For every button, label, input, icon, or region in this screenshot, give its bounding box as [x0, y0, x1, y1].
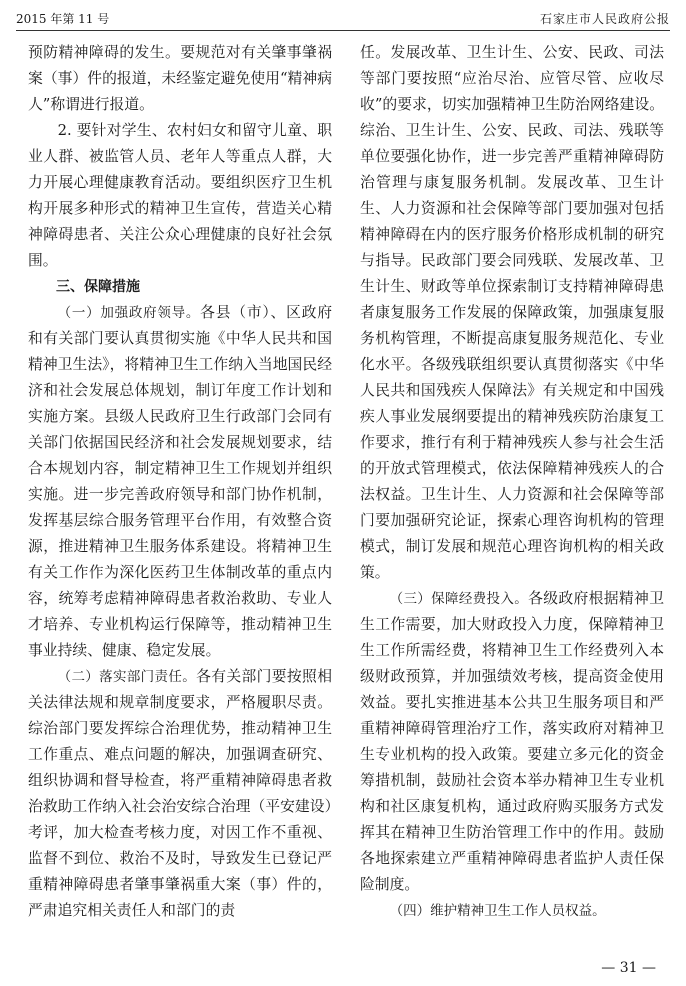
page-number: — 31 — — [601, 960, 656, 976]
subsection-title: （四）维护精神卫生工作人员权益。 — [389, 903, 606, 919]
paragraph — [28, 300, 332, 664]
section-heading: 三、保障措施 — [56, 279, 140, 295]
paragraph: 2. 要针对学生、农村妇女和留守儿童、职业人群、被监管人员、老年人等重点人群，大力开展心理健康教育活动。要组织医疗卫生机构开展多种形式的精神卫生宣传，营造关心精神障碍患者、关注公众心理健康的良好社会氛围。 — [28, 122, 332, 269]
subsection-title: （三）保障经费投入。 — [389, 591, 529, 607]
paragraph — [28, 664, 332, 924]
paragraph-body: 各有关部门要按照相关法律法规和规章制度要求，严格履职尽责。综治部门要发挥综合治理优势，推动精神卫生工作重点、难点问题的解决，加强调查研究、组织协调和督导检查，将严重精神障碍患者救治救助工作纳入社会治安综合治理（平安建设）考评，加大检查考核力度，对因工作不重视、监督不到位、救治不及时，导致发生已登记严重精神障碍患者肇事肇祸重大案（事）件的，严肃追究相关责任人和部门的责 — [28, 668, 332, 919]
paragraph-body: 各级政府根据精神卫生工作需要，加大财政投入力度，保障精神卫生工作所需经费，将精神卫生工作经费列入本级财政预算，并加强绩效考核，提高资金使用效益。要扎实推进基本公共卫生服务项目和严重精神障碍管理治疗工作，落实政府对精神卫生专业机构的投入政策。要建立多元化的资金筹措机制，鼓励社会资本举办精神卫生专业机构和社区康复机构，通过政府购买服务方式发挥其在精神卫生防治管理工作中的作用。鼓励各地探索建立严重精神障碍患者监护人责任保险制度。 — [360, 590, 664, 893]
paragraph — [360, 586, 664, 898]
paragraph — [360, 898, 664, 924]
issue-number: 2015 年第 11 号 — [16, 12, 110, 26]
page-header — [16, 8, 670, 31]
journal-title: 石家庄市人民政府公报 — [539, 12, 670, 26]
right-column — [360, 40, 664, 924]
paragraph-body: 各县（市）、区政府和有关部门要认真贯彻实施《中华人民共和国精神卫生法》，将精神卫生工作纳入当地国民经济和社会发展总体规划，制订年度工作计划和实施方案。县级人民政府卫生行政部门会同有关部门依据国民经济和社会发展规划要求，结合本规划内容，制定精神卫生工作规划并组织实施。进一步完善政府领导和部门协作机制，发挥基层综合服务管理平台作用，有效整合资源，推进精神卫生服务体系建设。将精神卫生有关工作作为深化医药卫生体制改革的重点内容，统筹考虑精神障碍患者救治救助、专业人才培养、专业机构运行保障等，推动精神卫生事业持续、健康、稳定发展。 — [28, 304, 333, 659]
left-column — [28, 40, 332, 924]
subsection-title: （二）落实部门责任。 — [57, 669, 197, 685]
subsection-title: （一）加强政府领导。 — [57, 305, 201, 321]
paragraph: 预防精神障碍的发生。要规范对有关肇事肇祸案（事）件的报道，未经鉴定避免使用“精神病人”称谓进行报道。 — [28, 44, 332, 113]
paragraph: 任。发展改革、卫生计生、公安、民政、司法等部门要按照“应治尽治、应管尽管、应收尽收”的要求，切实加强精神卫生防治网络建设。综治、卫生计生、公安、民政、司法、残联等单位要强化协作，进一步完善严重精神障碍防治管理与康复服务机制。发展改革、卫生计生、人力资源和社会保障等部门要加强对包括精神障碍在内的医疗服务价格形成机制的研究与指导。民政部门要会同残联、发展改革、卫生计生、财政等单位探索制订支持精神障碍患者康复服务工作发展的保障政策，加强康复服务机构管理，不断提高康复服务规范化、专业化水平。各级残联组织要认真贯彻落实《中华人民共和国残疾人保障法》有关规定和中国残疾人事业发展纲要提出的精神残疾防治康复工作要求，推行有利于精神残疾人参与社会生活的开放式管理模式，依法保障精神残疾人的合法权益。卫生计生、人力资源和社会保障等部门要加强研究论证，探索心理咨询机构的管理模式，制订发展和规范心理咨询机构的相关政策。 — [360, 44, 664, 581]
